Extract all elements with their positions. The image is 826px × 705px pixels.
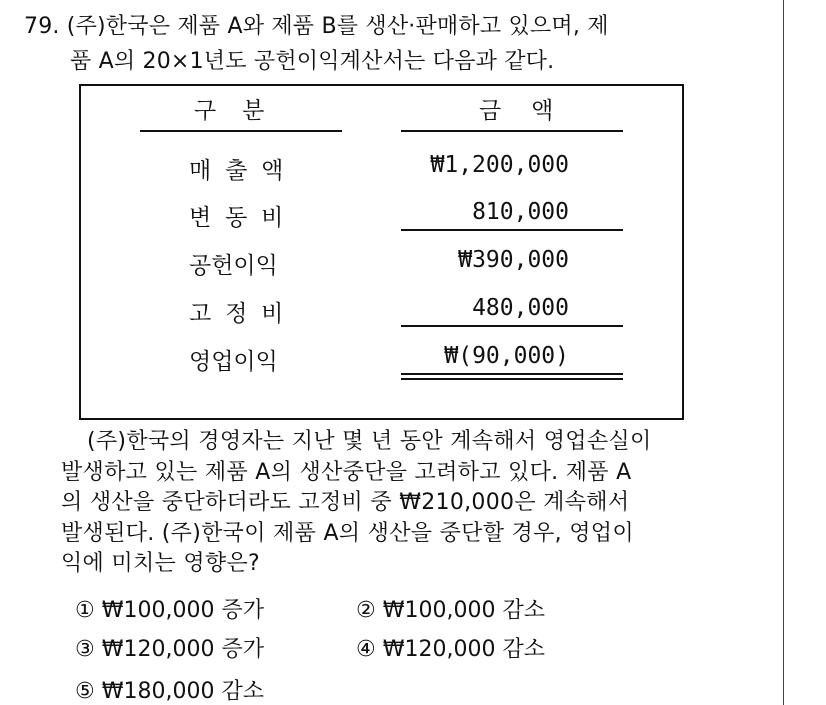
row-label-fixed-cost: 고 정 비	[189, 301, 284, 327]
row-label-sales: 매 출 액	[189, 158, 284, 184]
page-margin-rule	[783, 0, 784, 705]
row-label-variable-cost: 변 동 비	[189, 205, 284, 231]
scenario-line-2: 발생하고 있는 제품 A의 생산중단을 고려하고 있다. 제품 A	[61, 459, 632, 485]
header-category: 구 분	[194, 98, 271, 124]
row-amount-fixed-cost: 480,000	[472, 295, 569, 321]
subtotal-rule-2	[401, 325, 623, 327]
row-amount-variable-cost: 810,000	[472, 199, 569, 225]
option-4: ④ ₩120,000 감소	[356, 637, 545, 662]
option-5: ⑤ ₩180,000 감소	[75, 679, 264, 704]
row-label-contribution-margin: 공헌이익	[189, 253, 278, 279]
header-underline-left	[140, 130, 342, 132]
total-double-rule-bottom	[401, 378, 623, 380]
question-stem-line-2: 품 A의 20×1년도 공헌이익계산서는 다음과 같다.	[70, 49, 555, 74]
option-2: ② ₩100,000 감소	[356, 598, 545, 623]
row-amount-operating-income: ₩(90,000)	[444, 343, 569, 369]
header-amount: 금 액	[479, 98, 562, 124]
option-3: ③ ₩120,000 증가	[75, 637, 264, 662]
scenario-line-3: 의 생산을 중단하더라도 고정비 중 ₩210,000은 계속해서	[61, 490, 630, 515]
header-underline-right	[401, 130, 623, 132]
row-amount-sales: ₩1,200,000	[430, 152, 569, 178]
scenario-line-5: 익에 미치는 영향은?	[61, 551, 260, 576]
scenario-line-4: 발생된다. (주)한국이 제품 A의 생산을 중단할 경우, 영업이	[61, 520, 634, 546]
total-double-rule-top	[401, 373, 623, 375]
contribution-margin-statement	[79, 84, 684, 420]
row-amount-contribution-margin: ₩390,000	[458, 247, 569, 273]
question-stem-line-1: 79. (주)한국은 제품 A와 제품 B를 생산·판매하고 있으며, 제	[24, 14, 609, 39]
option-1: ① ₩100,000 증가	[75, 598, 264, 623]
question-scenario	[61, 427, 771, 580]
scenario-line-1: (주)한국의 경영자는 지난 몇 년 동안 계속해서 영업손실이	[87, 429, 652, 454]
row-label-operating-income: 영업이익	[189, 349, 278, 375]
subtotal-rule-1	[401, 229, 623, 231]
